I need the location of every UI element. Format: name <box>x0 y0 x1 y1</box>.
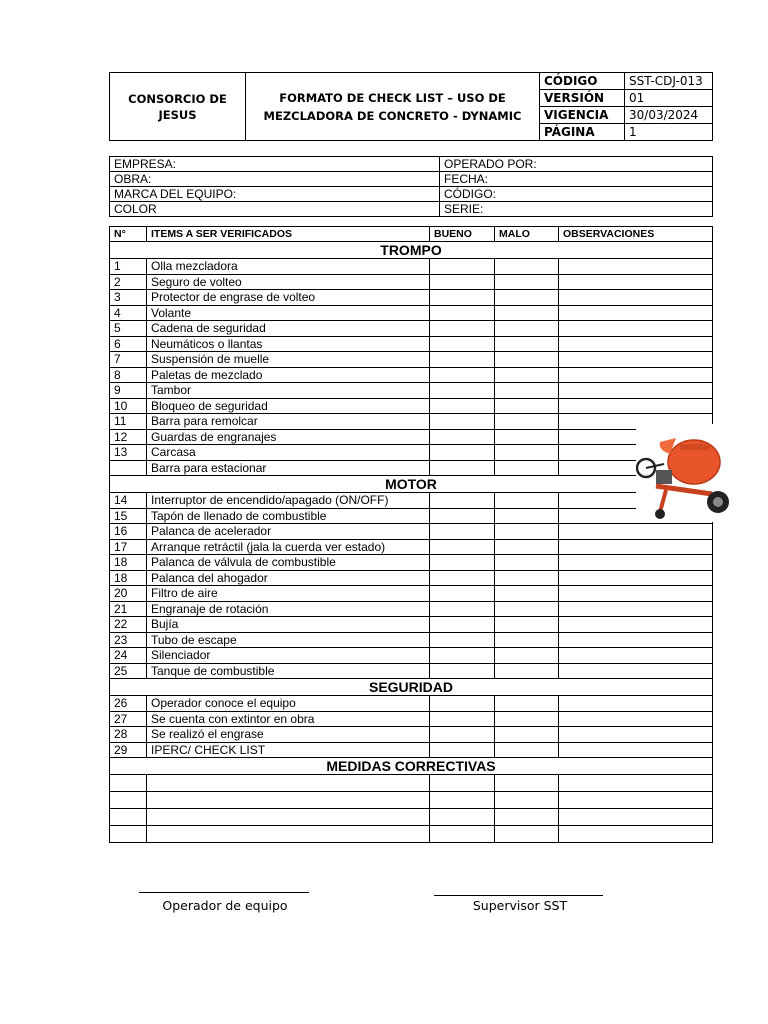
corrective-text-cell[interactable] <box>147 792 430 809</box>
corrective-text-cell[interactable] <box>147 775 430 792</box>
observations-cell[interactable] <box>559 539 713 555</box>
corrective-bad-cell[interactable] <box>495 775 559 792</box>
info-field-obra[interactable]: OBRA: <box>110 172 440 187</box>
item-number: 1 <box>110 259 147 275</box>
item-number: 23 <box>110 632 147 648</box>
checklist-row <box>110 742 713 758</box>
checklist-row <box>110 414 713 430</box>
item-label: Palanca de acelerador <box>147 524 430 540</box>
observations-cell[interactable] <box>559 663 713 679</box>
item-label: Barra para remolcar <box>147 414 430 430</box>
good-check-cell[interactable] <box>430 555 495 571</box>
checklist-table <box>109 226 713 843</box>
item-number: 27 <box>110 711 147 727</box>
good-check-cell[interactable] <box>430 336 495 352</box>
bad-check-cell[interactable] <box>495 493 559 509</box>
observations-cell[interactable] <box>559 727 713 743</box>
bad-check-cell[interactable] <box>495 321 559 337</box>
observations-cell[interactable] <box>559 321 713 337</box>
item-label: Se realizó el engrase <box>147 727 430 743</box>
item-label: IPERC/ CHECK LIST <box>147 742 430 758</box>
observations-cell[interactable] <box>559 555 713 571</box>
checklist-row <box>110 445 713 461</box>
good-check-cell[interactable] <box>430 445 495 461</box>
item-number: 6 <box>110 336 147 352</box>
checklist-row <box>110 259 713 275</box>
meta-key: PÁGINA <box>540 124 625 141</box>
bad-check-cell[interactable] <box>495 352 559 368</box>
observations-cell[interactable] <box>559 648 713 664</box>
meta-value: SST-CDJ-013 <box>625 73 713 90</box>
corrective-good-cell[interactable] <box>430 826 495 843</box>
good-check-cell[interactable] <box>430 663 495 679</box>
item-number: 25 <box>110 663 147 679</box>
info-field-fecha[interactable]: FECHA: <box>440 172 713 187</box>
bad-check-cell[interactable] <box>495 508 559 524</box>
item-label: Neumáticos o llantas <box>147 336 430 352</box>
item-label: Barra para estacionar <box>147 460 430 476</box>
item-label: Operador conoce el equipo <box>147 696 430 712</box>
checklist-row <box>110 508 713 524</box>
corrective-text-cell[interactable] <box>147 809 430 826</box>
checklist-row <box>110 555 713 571</box>
bad-check-cell[interactable] <box>495 663 559 679</box>
item-label: Tapón de llenado de combustible <box>147 508 430 524</box>
good-check-cell[interactable] <box>430 539 495 555</box>
observations-cell[interactable] <box>559 632 713 648</box>
bad-check-cell[interactable] <box>495 398 559 414</box>
good-check-cell[interactable] <box>430 586 495 602</box>
bad-check-cell[interactable] <box>495 336 559 352</box>
good-check-cell[interactable] <box>430 711 495 727</box>
bad-check-cell[interactable] <box>495 632 559 648</box>
corrective-bad-cell[interactable] <box>495 809 559 826</box>
item-label: Bloqueo de seguridad <box>147 398 430 414</box>
bad-check-cell[interactable] <box>495 727 559 743</box>
bad-check-cell[interactable] <box>495 429 559 445</box>
bad-check-cell[interactable] <box>495 617 559 633</box>
document-title: FORMATO DE CHECK LIST – USO DE MEZCLADORA DE CONCRETO - DYNAMIC <box>246 73 540 141</box>
corrective-good-cell[interactable] <box>430 775 495 792</box>
good-check-cell[interactable] <box>430 570 495 586</box>
good-check-cell[interactable] <box>430 508 495 524</box>
observations-cell[interactable] <box>559 259 713 275</box>
item-label: Palanca de válvula de combustible <box>147 555 430 571</box>
item-label: Bujía <box>147 617 430 633</box>
observations-cell[interactable] <box>559 336 713 352</box>
item-label: Arranque retráctil (jala la cuerda ver estado) <box>147 539 430 555</box>
meta-key: VIGENCIA <box>540 107 625 124</box>
section-header-trompo <box>110 242 713 259</box>
meta-value: 01 <box>625 90 713 107</box>
item-number: 2 <box>110 274 147 290</box>
bad-check-cell[interactable] <box>495 601 559 617</box>
column-header-num: N° <box>110 227 147 242</box>
corrective-bad-cell[interactable] <box>495 792 559 809</box>
checklist-row <box>110 493 713 509</box>
item-label: Suspensión de muelle <box>147 352 430 368</box>
meta-key: VERSIÓN <box>540 90 625 107</box>
good-check-cell[interactable] <box>430 696 495 712</box>
corrective-good-cell[interactable] <box>430 809 495 826</box>
bad-check-cell[interactable] <box>495 305 559 321</box>
info-field-codigo[interactable]: CÓDIGO: <box>440 187 713 202</box>
observations-cell[interactable] <box>559 383 713 399</box>
bad-check-cell[interactable] <box>495 570 559 586</box>
item-label: Palanca del ahogador <box>147 570 430 586</box>
checklist-row <box>110 367 713 383</box>
checklist-row <box>110 352 713 368</box>
item-number: 22 <box>110 617 147 633</box>
bad-check-cell[interactable] <box>495 539 559 555</box>
item-label: Se cuenta con extintor en obra <box>147 711 430 727</box>
checklist-row <box>110 570 713 586</box>
column-header-item: ITEMS A SER VERIFICADOS <box>147 227 430 242</box>
bad-check-cell[interactable] <box>495 586 559 602</box>
checklist-row <box>110 586 713 602</box>
item-number: 7 <box>110 352 147 368</box>
observations-cell[interactable] <box>559 524 713 540</box>
document-header <box>109 72 713 141</box>
good-check-cell[interactable] <box>430 742 495 758</box>
good-check-cell[interactable] <box>430 632 495 648</box>
bad-check-cell[interactable] <box>495 414 559 430</box>
corrective-observations-cell[interactable] <box>559 809 713 826</box>
item-number: 18 <box>110 570 147 586</box>
bad-check-cell[interactable] <box>495 367 559 383</box>
item-number: 18 <box>110 555 147 571</box>
corrective-number-cell[interactable] <box>110 792 147 809</box>
item-label: Olla mezcladora <box>147 259 430 275</box>
observations-cell[interactable] <box>559 570 713 586</box>
corrective-number-cell[interactable] <box>110 826 147 843</box>
corrective-observations-cell[interactable] <box>559 775 713 792</box>
item-label: Interruptor de encendido/apagado (ON/OFF) <box>147 493 430 509</box>
checklist-row <box>110 321 713 337</box>
concrete-mixer-icon <box>636 424 732 522</box>
info-field-serie[interactable]: SERIE: <box>440 202 713 217</box>
supervisor-signature-label: Supervisor SST <box>472 898 568 913</box>
item-number: 26 <box>110 696 147 712</box>
good-check-cell[interactable] <box>430 321 495 337</box>
bad-check-cell[interactable] <box>495 742 559 758</box>
good-check-cell[interactable] <box>430 383 495 399</box>
section-title: MOTOR <box>110 476 713 493</box>
good-check-cell[interactable] <box>430 274 495 290</box>
item-label: Cadena de seguridad <box>147 321 430 337</box>
item-label: Guardas de engranajes <box>147 429 430 445</box>
company-name: CONSORCIO DE JESUS <box>110 73 246 141</box>
bad-check-cell[interactable] <box>495 555 559 571</box>
checklist-row <box>110 460 713 476</box>
corrective-measure-row <box>110 792 713 809</box>
item-number <box>110 460 147 476</box>
good-check-cell[interactable] <box>430 524 495 540</box>
section-header-motor <box>110 476 713 493</box>
checklist-row <box>110 539 713 555</box>
corrective-observations-cell[interactable] <box>559 826 713 843</box>
corrective-number-cell[interactable] <box>110 775 147 792</box>
item-number: 21 <box>110 601 147 617</box>
observations-cell[interactable] <box>559 696 713 712</box>
bad-check-cell[interactable] <box>495 696 559 712</box>
bad-check-cell[interactable] <box>495 274 559 290</box>
item-number: 15 <box>110 508 147 524</box>
checklist-row <box>110 617 713 633</box>
item-number: 14 <box>110 493 147 509</box>
info-field-empresa[interactable]: EMPRESA: <box>110 157 440 172</box>
item-label: Carcasa <box>147 445 430 461</box>
item-number: 29 <box>110 742 147 758</box>
observations-cell[interactable] <box>559 742 713 758</box>
item-number: 8 <box>110 367 147 383</box>
bad-check-cell[interactable] <box>495 524 559 540</box>
equipment-info-table <box>109 156 713 217</box>
item-number: 16 <box>110 524 147 540</box>
checklist-row <box>110 429 713 445</box>
section-title: TROMPO <box>110 242 713 259</box>
good-check-cell[interactable] <box>430 398 495 414</box>
good-check-cell[interactable] <box>430 367 495 383</box>
bad-check-cell[interactable] <box>495 383 559 399</box>
item-number: 11 <box>110 414 147 430</box>
meta-value: 1 <box>625 124 713 141</box>
bad-check-cell[interactable] <box>495 445 559 461</box>
item-number: 28 <box>110 727 147 743</box>
checklist-row <box>110 632 713 648</box>
checklist-row <box>110 524 713 540</box>
checklist-row <box>110 601 713 617</box>
item-number: 24 <box>110 648 147 664</box>
corrective-text-cell[interactable] <box>147 826 430 843</box>
observations-cell[interactable] <box>559 367 713 383</box>
checklist-header-row <box>110 227 713 242</box>
good-check-cell[interactable] <box>430 727 495 743</box>
good-check-cell[interactable] <box>430 290 495 306</box>
observations-cell[interactable] <box>559 711 713 727</box>
operator-signature-line[interactable] <box>139 892 309 893</box>
good-check-cell[interactable] <box>430 352 495 368</box>
meta-key: CÓDIGO <box>540 73 625 90</box>
observations-cell[interactable] <box>559 305 713 321</box>
item-number: 9 <box>110 383 147 399</box>
checklist-row <box>110 383 713 399</box>
observations-cell[interactable] <box>559 601 713 617</box>
item-label: Tanque de combustible <box>147 663 430 679</box>
info-field-color[interactable]: COLOR <box>110 202 440 217</box>
observations-cell[interactable] <box>559 274 713 290</box>
corrective-measure-row <box>110 775 713 792</box>
corrective-measure-row <box>110 809 713 826</box>
checklist-row <box>110 305 713 321</box>
corrective-number-cell[interactable] <box>110 809 147 826</box>
good-check-cell[interactable] <box>430 460 495 476</box>
section-header-seguridad <box>110 679 713 696</box>
corrective-measure-row <box>110 826 713 843</box>
section-title: MEDIDAS CORRECTIVAS <box>110 758 713 775</box>
item-label: Tubo de escape <box>147 632 430 648</box>
item-label: Silenciador <box>147 648 430 664</box>
observations-cell[interactable] <box>559 398 713 414</box>
column-header-bad: MALO <box>495 227 559 242</box>
good-check-cell[interactable] <box>430 414 495 430</box>
item-number: 13 <box>110 445 147 461</box>
supervisor-signature-line[interactable] <box>434 895 603 896</box>
item-number: 12 <box>110 429 147 445</box>
good-check-cell[interactable] <box>430 617 495 633</box>
observations-cell[interactable] <box>559 617 713 633</box>
column-header-good: BUENO <box>430 227 495 242</box>
info-field-marca[interactable]: MARCA DEL EQUIPO: <box>110 187 440 202</box>
operator-signature-label: Operador de equipo <box>162 898 288 913</box>
checklist-row <box>110 290 713 306</box>
good-check-cell[interactable] <box>430 259 495 275</box>
bad-check-cell[interactable] <box>495 290 559 306</box>
observations-cell[interactable] <box>559 586 713 602</box>
item-number: 17 <box>110 539 147 555</box>
good-check-cell[interactable] <box>430 429 495 445</box>
item-number: 5 <box>110 321 147 337</box>
bad-check-cell[interactable] <box>495 648 559 664</box>
checklist-row <box>110 663 713 679</box>
section-title: SEGURIDAD <box>110 679 713 696</box>
info-field-operado-por[interactable]: OPERADO POR: <box>440 157 713 172</box>
item-label: Tambor <box>147 383 430 399</box>
checklist-row <box>110 711 713 727</box>
item-label: Seguro de volteo <box>147 274 430 290</box>
checklist-row <box>110 727 713 743</box>
observations-cell[interactable] <box>559 352 713 368</box>
item-number: 3 <box>110 290 147 306</box>
good-check-cell[interactable] <box>430 601 495 617</box>
column-header-observations: OBSERVACIONES <box>559 227 713 242</box>
checklist-row <box>110 274 713 290</box>
section-header-medidas <box>110 758 713 775</box>
corrective-observations-cell[interactable] <box>559 792 713 809</box>
checklist-row <box>110 696 713 712</box>
meta-value: 30/03/2024 <box>625 107 713 124</box>
item-number: 10 <box>110 398 147 414</box>
corrective-good-cell[interactable] <box>430 792 495 809</box>
bad-check-cell[interactable] <box>495 711 559 727</box>
item-label: Filtro de aire <box>147 586 430 602</box>
item-number: 20 <box>110 586 147 602</box>
good-check-cell[interactable] <box>430 493 495 509</box>
observations-cell[interactable] <box>559 290 713 306</box>
checklist-row <box>110 398 713 414</box>
item-label: Paletas de mezclado <box>147 367 430 383</box>
checklist-row <box>110 648 713 664</box>
good-check-cell[interactable] <box>430 648 495 664</box>
bad-check-cell[interactable] <box>495 460 559 476</box>
item-label: Volante <box>147 305 430 321</box>
corrective-bad-cell[interactable] <box>495 826 559 843</box>
bad-check-cell[interactable] <box>495 259 559 275</box>
item-label: Engranaje de rotación <box>147 601 430 617</box>
item-number: 4 <box>110 305 147 321</box>
item-label: Protector de engrase de volteo <box>147 290 430 306</box>
checklist-row <box>110 336 713 352</box>
good-check-cell[interactable] <box>430 305 495 321</box>
